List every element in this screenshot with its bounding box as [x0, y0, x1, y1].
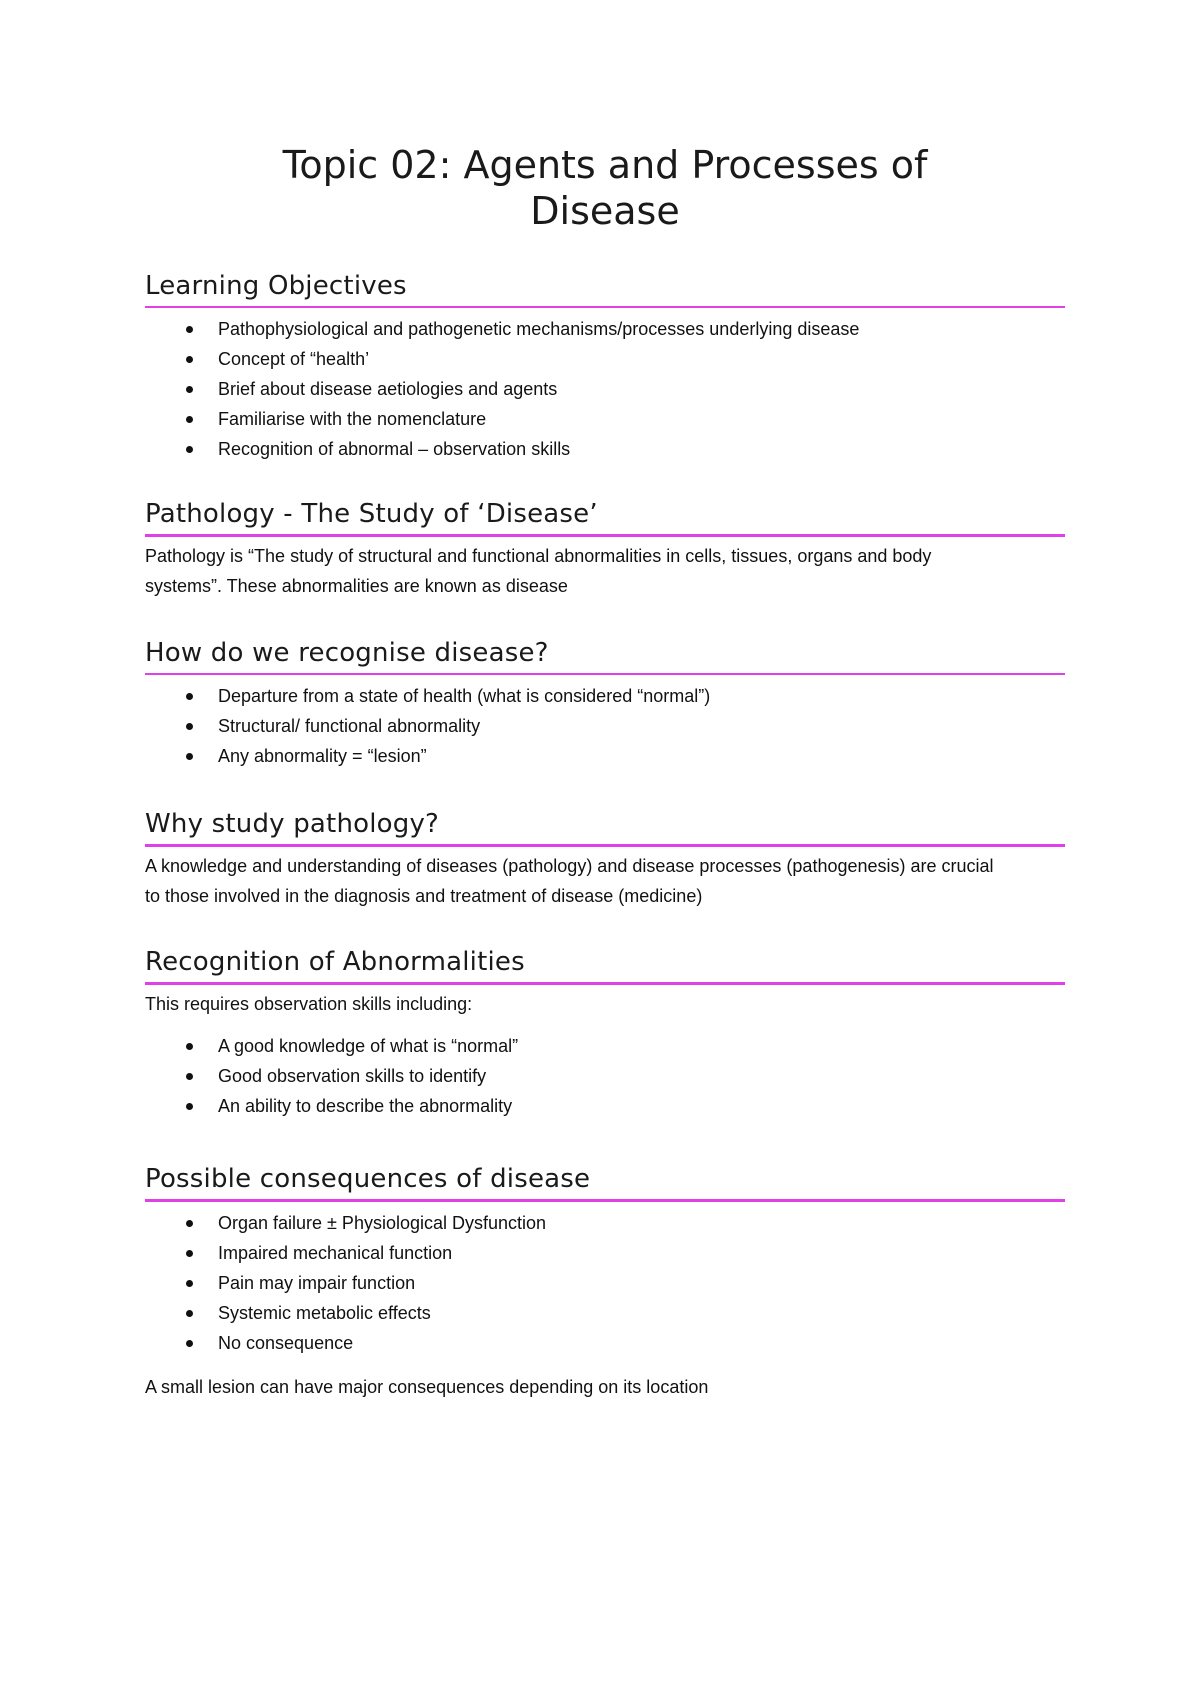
list-item-text: Good observation skills to identify [218, 1066, 487, 1086]
bullet-icon [186, 693, 193, 700]
bullet-icon [186, 1073, 193, 1080]
bullet-icon [186, 1043, 193, 1050]
bullet-icon [186, 416, 193, 423]
page-title-line-1: Topic 02: Agents and Processes of [282, 143, 928, 187]
section-heading: Why study pathology? [145, 808, 1065, 847]
page-title [145, 142, 1065, 234]
section-why-study [145, 808, 1065, 911]
list-item-text: Familiarise with the nomenclature [218, 409, 487, 429]
section-possible-consequences [145, 1163, 1065, 1402]
section-paragraph [145, 851, 1065, 911]
list-item [145, 344, 1065, 374]
bullet-icon [186, 326, 193, 333]
paragraph-line-2: systems”. These abnormalities are known as disease [145, 576, 568, 596]
list-item-text: Pathophysiological and pathogenetic mechanisms/processes underlying disease [218, 319, 860, 339]
list-item-text: Systemic metabolic effects [218, 1303, 431, 1323]
list-item-text: Impaired mechanical function [218, 1243, 453, 1263]
section-paragraph [145, 541, 1065, 601]
list-item-text: Brief about disease aetiologies and agents [218, 379, 558, 399]
section-recognition-abnormalities [145, 946, 1065, 1121]
list-item [145, 404, 1065, 434]
list-item-text: Pain may impair function [218, 1273, 416, 1293]
list-item [145, 1031, 1065, 1061]
list-item-text: Recognition of abnormal – observation skills [218, 439, 571, 459]
list-item [145, 434, 1065, 464]
bullet-icon [186, 1280, 193, 1287]
list-item-text: Departure from a state of health (what is considered “normal”) [218, 686, 711, 706]
list-item-text: No consequence [218, 1333, 354, 1353]
section-pathology-study [145, 498, 1065, 601]
bullet-icon [186, 356, 193, 363]
list-item [145, 741, 1065, 771]
list-item [145, 314, 1065, 344]
paragraph-line-1: Pathology is “The study of structural and functional abnormalities in cells, tissues, organs and body [145, 546, 932, 566]
paragraph-line-2: to those involved in the diagnosis and treatment of disease (medicine) [145, 886, 703, 906]
section-recognise-disease [145, 637, 1065, 771]
list-item-text: A good knowledge of what is “normal” [218, 1036, 519, 1056]
bullet-icon [186, 1310, 193, 1317]
page-title-line-2: Disease [530, 189, 680, 233]
bullet-icon [186, 1220, 193, 1227]
list-item [145, 1328, 1065, 1358]
list-item [145, 1208, 1065, 1238]
section-heading: Pathology - The Study of ‘Disease’ [145, 498, 1065, 537]
list-item [145, 1268, 1065, 1298]
section-closing: A small lesion can have major consequences depending on its location [145, 1377, 709, 1397]
list-item-text: An ability to describe the abnormality [218, 1096, 513, 1116]
list-item-text: Any abnormality = “lesion” [218, 746, 427, 766]
list-item [145, 681, 1065, 711]
list-item-text: Organ failure ± Physiological Dysfunction [218, 1213, 547, 1233]
bullet-icon [186, 1103, 193, 1110]
paragraph-line-1: A knowledge and understanding of diseases (pathology) and disease processes (pathogenesis) are crucial [145, 856, 994, 876]
list-item-text: Structural/ functional abnormality [218, 716, 481, 736]
bullet-list [145, 1208, 1065, 1358]
section-heading: How do we recognise disease? [145, 637, 1065, 675]
bullet-icon [186, 753, 193, 760]
section-heading: Possible consequences of disease [145, 1163, 1065, 1202]
bullet-icon [186, 1340, 193, 1347]
bullet-icon [186, 1250, 193, 1257]
section-heading: Learning Objectives [145, 270, 1065, 308]
list-item [145, 1238, 1065, 1268]
list-item [145, 374, 1065, 404]
bullet-icon [186, 723, 193, 730]
list-item [145, 1061, 1065, 1091]
bullet-icon [186, 386, 193, 393]
bullet-list [145, 314, 1065, 464]
section-learning-objectives [145, 270, 1065, 464]
bullet-icon [186, 446, 193, 453]
section-intro: This requires observation skills including: [145, 994, 473, 1014]
bullet-list [145, 681, 1065, 771]
bullet-list [145, 1031, 1065, 1121]
list-item-text: Concept of “health’ [218, 349, 370, 369]
list-item [145, 1091, 1065, 1121]
list-item [145, 711, 1065, 741]
list-item [145, 1298, 1065, 1328]
section-heading: Recognition of Abnormalities [145, 946, 1065, 985]
